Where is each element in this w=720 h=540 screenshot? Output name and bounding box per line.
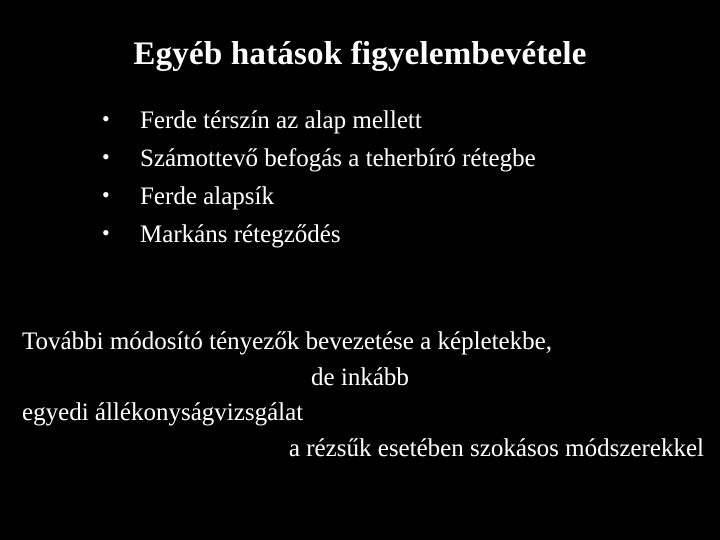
list-item: [92, 104, 672, 138]
paragraph-line: de inkább: [311, 363, 409, 391]
list-item-label: Ferde alapsík: [140, 183, 274, 210]
list-item: [92, 218, 672, 252]
bullet-icon: •: [102, 144, 110, 169]
bullet-icon: •: [102, 182, 110, 207]
bullet-icon: •: [102, 220, 110, 245]
bullet-icon: •: [102, 106, 110, 131]
paragraph-line: egyedi állékonyságvizsgálat: [22, 399, 304, 426]
paragraph-line: További módosító tényezők bevezetése a képletekbe,: [22, 328, 552, 355]
list-item-label: Ferde térszín az alap mellett: [140, 107, 422, 134]
page-title: Egyéb hatások figyelembevétele: [133, 36, 587, 72]
list-item-label: Számottevő befogás a teherbíró rétegbe: [140, 145, 536, 172]
paragraph-line: a rézsűk esetében szokásos módszerekkel: [288, 434, 704, 462]
list-item-label: Markáns rétegződés: [140, 221, 341, 248]
paragraph-block: [0, 324, 720, 466]
bullet-list: [92, 104, 672, 256]
list-item: [92, 180, 672, 214]
list-item: [92, 142, 672, 176]
